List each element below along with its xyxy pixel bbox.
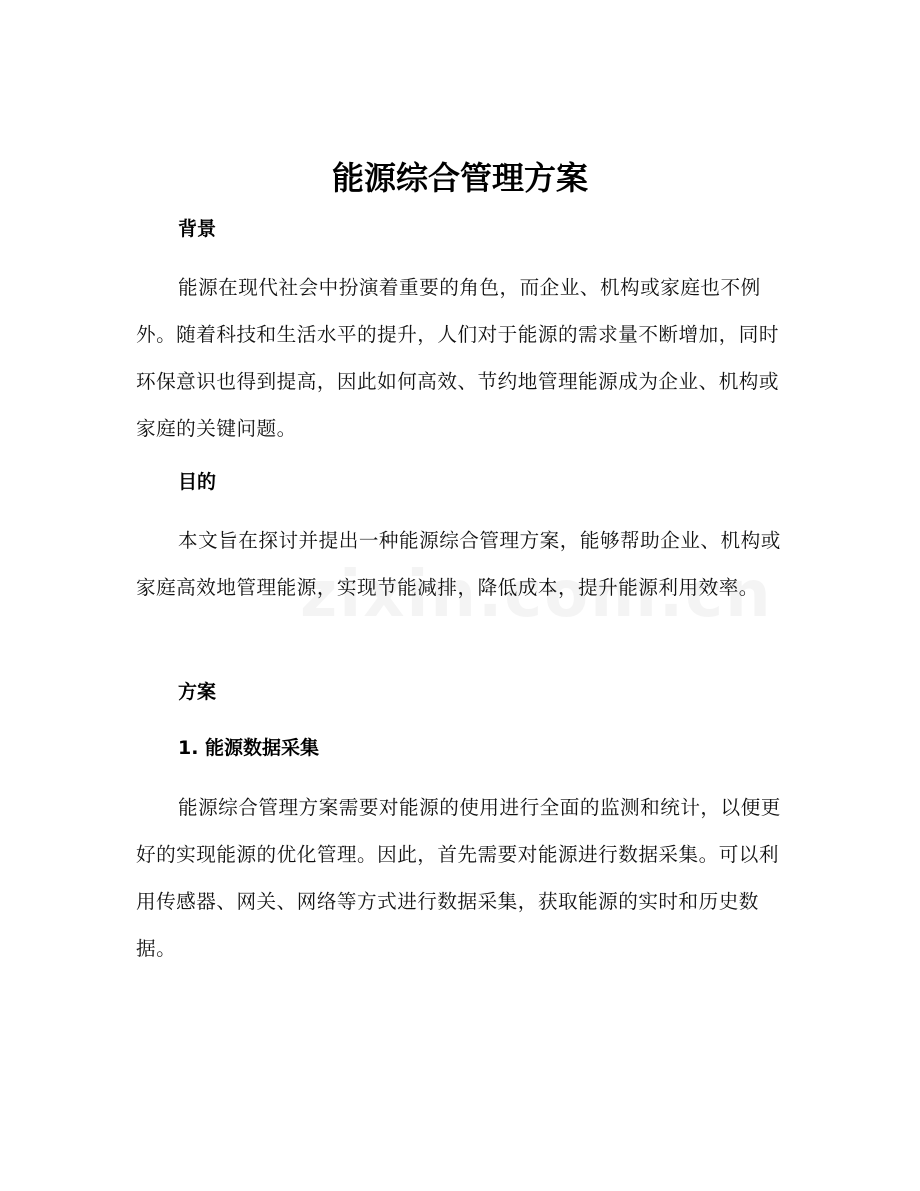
section-paragraph-data-collection: 能源综合管理方案需要对能源的使用进行全面的监测和统计，以便更好的实现能源的优化管理。因此，首先需要对能源进行数据采集。可以利用传感器、网关、网络等方式进行数据采集，获取能源的实时和历史数据。 <box>136 796 781 960</box>
section-heading-background: 背景 <box>178 218 217 240</box>
section-heading-purpose: 目的 <box>178 471 217 493</box>
section-heading-plan: 方案 <box>178 681 217 703</box>
section-paragraph-purpose: 本文旨在探讨并提出一种能源综合管理方案，能够帮助企业、机构或家庭高效地管理能源，实现节能减排，降低成本，提升能源利用效率。 <box>136 529 781 599</box>
section-heading-data-collection: 1. 能源数据采集 <box>178 737 320 759</box>
section-paragraph-background: 能源在现代社会中扮演着重要的角色，而企业、机构或家庭也不例外。随着科技和生活水平的提升，人们对于能源的需求量不断增加，同时环保意识也得到提高，因此如何高效、节约地管理能源成为企业、机构或家庭的关键问题。 <box>136 276 779 440</box>
document-title: 能源综合管理方案 <box>331 159 588 197</box>
